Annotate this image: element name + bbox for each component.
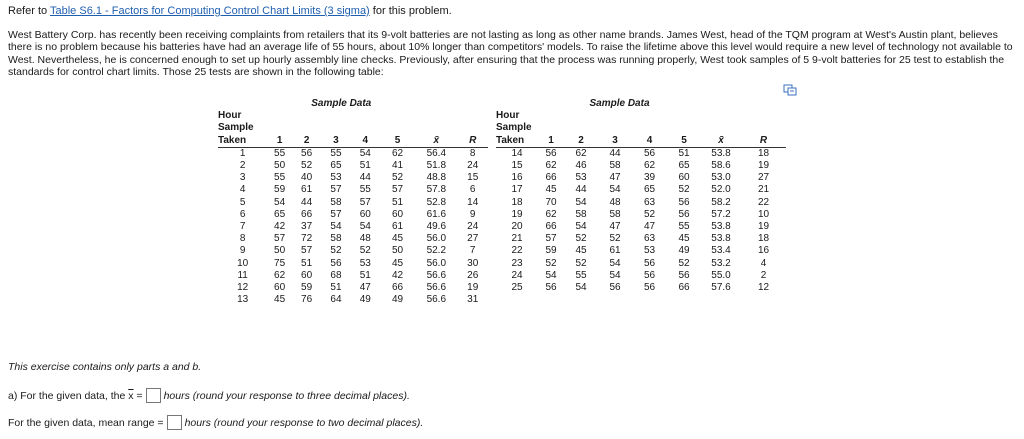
sample-cell: 57 xyxy=(330,184,342,196)
refer-prefix: Refer to xyxy=(8,5,48,17)
sample-cell: 65 xyxy=(643,184,656,196)
table-row xyxy=(496,233,786,245)
sample-cell: 54 xyxy=(609,257,621,269)
sample-cell: 51 xyxy=(330,282,342,294)
sample-cell: 44 xyxy=(575,184,587,196)
column-header: 1 xyxy=(267,110,292,147)
sample-cell: 58 xyxy=(575,208,587,220)
part-b-suffix: hours (round your response to two decimal places). xyxy=(184,416,424,429)
sample-cell: 65 xyxy=(330,160,342,172)
range-cell: 22 xyxy=(757,196,770,208)
table-row xyxy=(218,258,488,270)
xbar-cell: 55.0 xyxy=(711,269,731,281)
sample-cell: 56 xyxy=(609,282,621,294)
sample-cell: 39 xyxy=(643,172,656,184)
range-cell: 18 xyxy=(757,233,770,245)
sample-cell: 54 xyxy=(274,196,286,208)
sample-cell: 56 xyxy=(678,196,690,208)
exercise-note: This exercise contains only parts a and b. xyxy=(8,361,202,373)
sample-cell: 56 xyxy=(678,208,690,220)
hour-cell: 8 xyxy=(239,233,246,245)
sample-cell: 45 xyxy=(392,233,404,245)
sample-cell: 54 xyxy=(545,269,557,281)
sample-cell: 48 xyxy=(359,233,371,245)
column-header: 4 xyxy=(351,110,380,147)
range-cell: 10 xyxy=(757,208,770,220)
sample-cell: 40 xyxy=(301,172,313,184)
sample-cell: 52 xyxy=(392,172,404,184)
sample-cell: 52 xyxy=(678,184,690,196)
hour-cell: 11 xyxy=(237,269,248,281)
hour-cell: 3 xyxy=(239,172,246,184)
sample-cell: 46 xyxy=(575,160,587,172)
range-cell: 9 xyxy=(469,208,476,220)
xbar-cell: 51.8 xyxy=(426,160,447,172)
hour-cell: 2 xyxy=(239,160,246,172)
hour-cell: 9 xyxy=(239,245,246,257)
table-row xyxy=(218,233,488,245)
sample-cell: 61 xyxy=(392,221,404,233)
column-header: 2 xyxy=(564,110,598,147)
range-cell: 24 xyxy=(467,160,479,172)
column-header-xbar: x̄ xyxy=(415,110,457,147)
sample-cell: 45 xyxy=(274,294,286,306)
data-table-left xyxy=(218,98,488,306)
hour-cell: 16 xyxy=(511,172,523,184)
column-header: 1 xyxy=(538,110,564,147)
hour-sample-taken-header: Hour Sample Taken xyxy=(218,110,267,147)
sample-cell: 42 xyxy=(392,269,404,281)
sample-cell: 41 xyxy=(392,160,404,172)
sample-cell: 57 xyxy=(545,233,557,245)
xbar-cell: 56.0 xyxy=(426,257,447,269)
xbar-cell: 56.4 xyxy=(426,147,447,159)
hour-cell: 4 xyxy=(239,184,246,196)
hour-cell: 14 xyxy=(511,147,523,159)
sample-cell: 53 xyxy=(643,245,656,257)
sample-cell: 54 xyxy=(609,269,621,281)
xbar-cell: 52.2 xyxy=(426,245,447,257)
sample-cell: 56 xyxy=(643,269,656,281)
problem-paragraph: West Battery Corp. has recently been receiving complaints from retailers that its 9-volt batteries are not lasting as long as other name brands. James West, head of the TQM program at West's Austin plant, believes there is no problem because his batteries have had an average life of 55 hours, about 10% longer than competitors' models. To raise the lifetime above this level would require a new level of technology not available to West. Nevertheless, he is concerned enough to set up hourly assembly line checks. Previously, after ensuring that the process was running properly, West took samples of 5 9-volt batteries for 25 test to establish the standards for control chart limits. Those 25 tests are shown in the following table: xyxy=(8,29,1013,78)
sample-cell: 57 xyxy=(301,245,313,257)
sample-cell: 53 xyxy=(359,257,371,269)
table-row xyxy=(218,197,488,209)
xbar-cell: 52.0 xyxy=(711,184,731,196)
xbar-cell: 57.2 xyxy=(711,208,731,220)
refer-line xyxy=(8,5,452,17)
sample-cell: 56 xyxy=(678,269,690,281)
sample-cell: 57 xyxy=(359,196,371,208)
sample-cell: 52 xyxy=(301,160,313,172)
sample-cell: 55 xyxy=(678,221,690,233)
part-a-answer-input[interactable] xyxy=(146,388,161,403)
table-row xyxy=(218,209,488,221)
part-b-prefix: For the given data, mean range = xyxy=(8,416,164,429)
sample-cell: 66 xyxy=(392,282,404,294)
range-cell: 8 xyxy=(469,147,476,159)
range-cell: 2 xyxy=(760,269,767,281)
sample-cell: 56 xyxy=(330,257,342,269)
refer-suffix: for this problem. xyxy=(372,5,452,17)
sample-cell: 60 xyxy=(359,208,371,220)
sample-cell: 59 xyxy=(301,282,313,294)
hour-cell: 25 xyxy=(511,282,523,294)
xbar-cell: 52.8 xyxy=(426,196,447,208)
sample-cell: 63 xyxy=(643,196,656,208)
table-row xyxy=(218,294,488,306)
sample-cell: 53 xyxy=(330,172,342,184)
column-header-range: R xyxy=(741,110,786,147)
xbar-cell: 53.2 xyxy=(711,257,731,269)
range-cell: 21 xyxy=(757,184,770,196)
column-header: 3 xyxy=(321,110,350,147)
sample-cell: 65 xyxy=(274,208,286,220)
sample-cell: 52 xyxy=(609,233,621,245)
sample-cell: 58 xyxy=(330,196,342,208)
xbar-cell: 48.8 xyxy=(426,172,447,184)
table-row xyxy=(218,147,488,160)
sample-cell: 54 xyxy=(575,221,587,233)
sample-cell: 56 xyxy=(545,282,557,294)
sample-cell: 53 xyxy=(575,172,587,184)
range-cell: 27 xyxy=(467,233,479,245)
part-b-answer-input[interactable] xyxy=(167,415,182,430)
sample-cell: 50 xyxy=(392,245,404,257)
table-row xyxy=(496,209,786,221)
sample-cell: 54 xyxy=(609,184,621,196)
sample-cell: 55 xyxy=(359,184,371,196)
range-cell: 19 xyxy=(757,160,770,172)
sample-cell: 56 xyxy=(643,257,656,269)
sample-cell: 76 xyxy=(301,294,313,306)
table-row xyxy=(218,221,488,233)
sample-cell: 58 xyxy=(609,208,621,220)
part-a-prefix: a) For the given data, the xyxy=(8,389,126,402)
column-header-xbar: x̄ xyxy=(701,110,741,147)
column-header: 3 xyxy=(598,110,632,147)
range-cell: 24 xyxy=(467,221,479,233)
sample-cell: 61 xyxy=(609,245,621,257)
sample-cell: 62 xyxy=(643,160,656,172)
xbar-symbol: $\overline{x}$ xyxy=(128,389,134,402)
sample-data-heading: Sample Data xyxy=(311,98,372,109)
sample-cell: 52 xyxy=(575,257,587,269)
sample-cell: 56 xyxy=(545,147,557,159)
xbar-cell: 56.6 xyxy=(426,269,447,281)
range-cell: 16 xyxy=(757,245,770,257)
hour-cell: 12 xyxy=(237,282,249,294)
sample-cell: 52 xyxy=(545,257,557,269)
xbar-cell: 53.4 xyxy=(711,245,731,257)
table-row xyxy=(496,258,786,270)
sample-cell: 68 xyxy=(330,269,342,281)
table-row xyxy=(496,270,786,282)
sample-cell: 55 xyxy=(330,147,342,159)
column-header-range: R xyxy=(457,110,488,147)
sample-cell: 51 xyxy=(301,257,313,269)
range-cell: 14 xyxy=(467,196,479,208)
sample-data-heading: Sample Data xyxy=(589,98,650,109)
table-row xyxy=(496,197,786,209)
sample-cell: 66 xyxy=(301,208,313,220)
sample-cell: 50 xyxy=(274,245,286,257)
xbar-cell: 56.0 xyxy=(426,233,447,245)
range-cell: 4 xyxy=(760,257,767,269)
hour-cell: 13 xyxy=(237,294,249,306)
sample-cell: 55 xyxy=(274,147,286,159)
sample-cell: 51 xyxy=(359,160,371,172)
range-cell: 18 xyxy=(757,147,770,159)
sample-cell: 62 xyxy=(545,208,557,220)
table-s6-1-link[interactable]: Table S6.1 - Factors for Computing Control Chart Limits (3 sigma) xyxy=(50,5,370,17)
xbar-cell: 56.6 xyxy=(426,294,447,306)
sample-cell: 66 xyxy=(545,172,557,184)
sample-cell: 59 xyxy=(545,245,557,257)
part-a-equals: = xyxy=(136,389,143,402)
xbar-cell: 49.6 xyxy=(426,221,447,233)
range-cell: 15 xyxy=(467,172,479,184)
sample-cell: 66 xyxy=(545,221,557,233)
sample-cell: 49 xyxy=(392,294,404,306)
sample-cell: 55 xyxy=(575,269,587,281)
sample-cell: 47 xyxy=(609,172,621,184)
table-row xyxy=(218,184,488,196)
sample-cell: 51 xyxy=(678,147,690,159)
range-cell: 12 xyxy=(757,282,770,294)
part-a-question xyxy=(8,388,410,403)
table-row xyxy=(218,245,488,257)
sample-cell: 56 xyxy=(301,147,313,159)
hour-cell: 21 xyxy=(511,233,523,245)
sample-cell: 45 xyxy=(545,184,557,196)
sample-cell: 75 xyxy=(274,257,286,269)
hour-cell: 18 xyxy=(511,196,523,208)
sample-cell: 44 xyxy=(301,196,313,208)
xbar-cell: 56.6 xyxy=(426,282,447,294)
sample-cell: 55 xyxy=(274,172,286,184)
sample-cell: 54 xyxy=(575,196,587,208)
sample-cell: 44 xyxy=(609,147,621,159)
sample-cell: 61 xyxy=(301,184,313,196)
hour-cell: 7 xyxy=(239,221,246,233)
sample-cell: 62 xyxy=(392,147,404,159)
sample-cell: 48 xyxy=(609,196,621,208)
xbar-cell: 53.0 xyxy=(711,172,731,184)
sample-cell: 56 xyxy=(643,147,656,159)
sample-cell: 54 xyxy=(330,221,342,233)
range-cell: 30 xyxy=(467,257,479,269)
sample-cell: 45 xyxy=(392,257,404,269)
copy-icon[interactable] xyxy=(783,84,797,96)
sample-cell: 52 xyxy=(643,208,656,220)
sample-cell: 45 xyxy=(678,233,690,245)
sample-cell: 49 xyxy=(678,245,690,257)
sample-cell: 57 xyxy=(274,233,286,245)
table-row xyxy=(496,245,786,257)
part-b-question xyxy=(8,415,423,430)
hour-cell: 19 xyxy=(511,208,523,220)
hour-cell: 6 xyxy=(239,208,246,220)
hour-cell: 24 xyxy=(511,269,523,281)
hour-sample-taken-header: Hour Sample Taken xyxy=(496,110,538,147)
sample-cell: 72 xyxy=(301,233,313,245)
table-row xyxy=(218,282,488,294)
sample-cell: 60 xyxy=(301,269,313,281)
sample-cell: 45 xyxy=(575,245,587,257)
xbar-cell: 53.8 xyxy=(711,221,731,233)
sample-cell: 51 xyxy=(359,269,371,281)
sample-cell: 66 xyxy=(678,282,690,294)
sample-cell: 60 xyxy=(678,172,690,184)
column-header: 5 xyxy=(667,110,701,147)
sample-cell: 60 xyxy=(274,282,286,294)
sample-cell: 37 xyxy=(301,221,313,233)
sample-cell: 47 xyxy=(609,221,621,233)
sample-cell: 57 xyxy=(330,208,342,220)
table-row xyxy=(218,160,488,172)
table-row xyxy=(496,221,786,233)
range-cell: 26 xyxy=(467,269,479,281)
hour-cell: 17 xyxy=(511,184,523,196)
sample-cell: 63 xyxy=(643,233,656,245)
sample-cell: 47 xyxy=(643,221,656,233)
sample-cell: 42 xyxy=(274,221,286,233)
sample-cell: 47 xyxy=(359,282,371,294)
sample-cell: 54 xyxy=(359,221,371,233)
sample-cell: 57 xyxy=(392,184,404,196)
table-row xyxy=(496,160,786,172)
sample-cell: 54 xyxy=(575,282,587,294)
range-cell: 31 xyxy=(467,294,479,306)
hour-cell: 1 xyxy=(239,147,246,159)
data-table-right xyxy=(496,98,786,294)
sample-cell: 44 xyxy=(359,172,371,184)
part-a-suffix: hours (round your response to three decimal places). xyxy=(163,389,410,402)
hour-cell: 5 xyxy=(239,196,246,208)
sample-cell: 52 xyxy=(330,245,342,257)
xbar-cell: 58.2 xyxy=(711,196,731,208)
column-header: 2 xyxy=(292,110,321,147)
xbar-cell: 61.6 xyxy=(426,208,447,220)
sample-cell: 52 xyxy=(359,245,371,257)
sample-cell: 49 xyxy=(359,294,371,306)
sample-cell: 70 xyxy=(545,196,557,208)
sample-cell: 62 xyxy=(274,269,286,281)
table-row xyxy=(496,184,786,196)
xbar-cell: 53.8 xyxy=(711,147,731,159)
sample-cell: 51 xyxy=(392,196,404,208)
column-header: 5 xyxy=(380,110,415,147)
sample-cell: 65 xyxy=(678,160,690,172)
hour-cell: 20 xyxy=(511,221,523,233)
sample-cell: 60 xyxy=(392,208,404,220)
xbar-cell: 57.6 xyxy=(711,282,731,294)
table-row xyxy=(218,172,488,184)
table-row xyxy=(496,282,786,294)
sample-cell: 52 xyxy=(575,233,587,245)
xbar-cell: 57.8 xyxy=(426,184,447,196)
range-cell: 6 xyxy=(469,184,476,196)
xbar-cell: 58.6 xyxy=(711,160,731,172)
sample-cell: 62 xyxy=(575,147,587,159)
xbar-cell: 53.8 xyxy=(711,233,731,245)
table-row xyxy=(218,270,488,282)
hour-cell: 10 xyxy=(237,257,249,269)
sample-cell: 64 xyxy=(330,294,342,306)
range-cell: 19 xyxy=(757,221,770,233)
sample-cell: 52 xyxy=(678,257,690,269)
sample-cell: 54 xyxy=(359,147,371,159)
table-row xyxy=(496,147,786,160)
hour-cell: 23 xyxy=(511,257,523,269)
sample-cell: 56 xyxy=(643,282,656,294)
range-cell: 27 xyxy=(757,172,770,184)
sample-cell: 58 xyxy=(609,160,621,172)
hour-cell: 15 xyxy=(511,160,523,172)
column-header: 4 xyxy=(632,110,667,147)
sample-cell: 59 xyxy=(274,184,286,196)
range-cell: 7 xyxy=(469,245,476,257)
hour-cell: 22 xyxy=(511,245,523,257)
sample-cell: 58 xyxy=(330,233,342,245)
range-cell: 19 xyxy=(467,282,479,294)
sample-cell: 62 xyxy=(545,160,557,172)
sample-cell: 50 xyxy=(274,160,286,172)
table-row xyxy=(496,172,786,184)
